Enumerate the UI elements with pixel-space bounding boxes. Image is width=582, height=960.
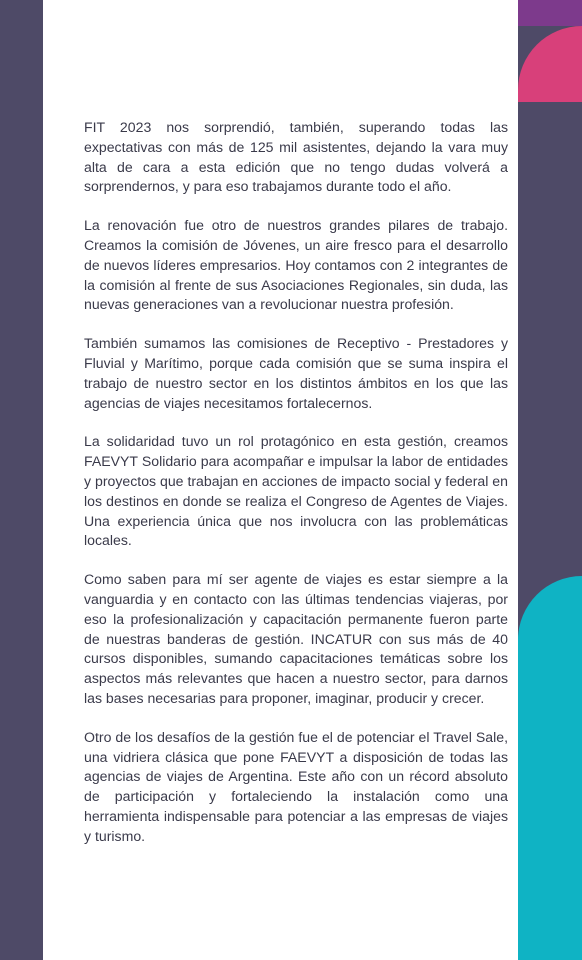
decor-violet-block: [518, 0, 582, 26]
right-decorative-band: [518, 0, 582, 960]
paragraph-travel-sale: Otro de los desafíos de la gestión fue el de potenciar el Travel Sale, una vidriera clásica que pone FAEVYT a disposición de todas las agencias de viajes de Argentina. Este año con un récord absoluto de participación y fortaleciendo la instalación como una herramienta indispensable para potenciar a las empresas de viajes y turismo.: [84, 728, 508, 844]
left-decorative-band: [0, 0, 43, 960]
article-body: [84, 118, 508, 866]
paragraph-renovacion: La renovación fue otro de nuestros grandes pilares de trabajo. Creamos la comisión de Jóvenes, un aire fresco para el desarrollo de nuevos líderes empresarios. Hoy contamos con 2 integrantes de la comisión al frente de sus Asociaciones Regionales, sin duda, las nuevas generaciones van a revolucionar nuestra profesión.: [84, 217, 508, 313]
paragraph-capacitacion: Como saben para mí ser agente de viajes es estar siempre a la vanguardia y en contacto con las últimas tendencias viajeras, por eso la profesionalización y capacitación permanente fueron parte de nuestras banderas de gestión. INCATUR con sus más de 40 cursos disponibles, sumando capacitaciones temáticas sobre los aspectos más relevantes que hacen a nuestro sector, para darnos las bases necesarias para proponer, imaginar, producir y crecer.: [84, 571, 508, 706]
paragraph-fit-2023: FIT 2023 nos sorprendió, también, superando todas las expectativas con más de 125 mil asistentes, dejando la vara muy alta de cara a esta edición que no tengo dudas volverá a sorprendernos, y para eso trabajamos durante todo el año.: [84, 119, 508, 195]
paragraph-solidaridad: La solidaridad tuvo un rol protagónico en esta gestión, creamos FAEVYT Solidario para acompañar e impulsar la labor de entidades y proyectos que trabajan en acciones de impacto social y federal en los destinos en donde se realiza el Congreso de Agentes de Viajes. Una experiencia única que nos involucra con las problemáticas locales.: [84, 433, 508, 549]
decor-teal-shape: [518, 576, 582, 960]
paragraph-comisiones: También sumamos las comisiones de Receptivo - Prestadores y Fluvial y Marítimo, porque cada comisión que se suma inspira el trabajo de nuestro sector en los distintos ámbitos en los que las agencias de viajes necesitamos fortalecernos.: [84, 335, 508, 411]
